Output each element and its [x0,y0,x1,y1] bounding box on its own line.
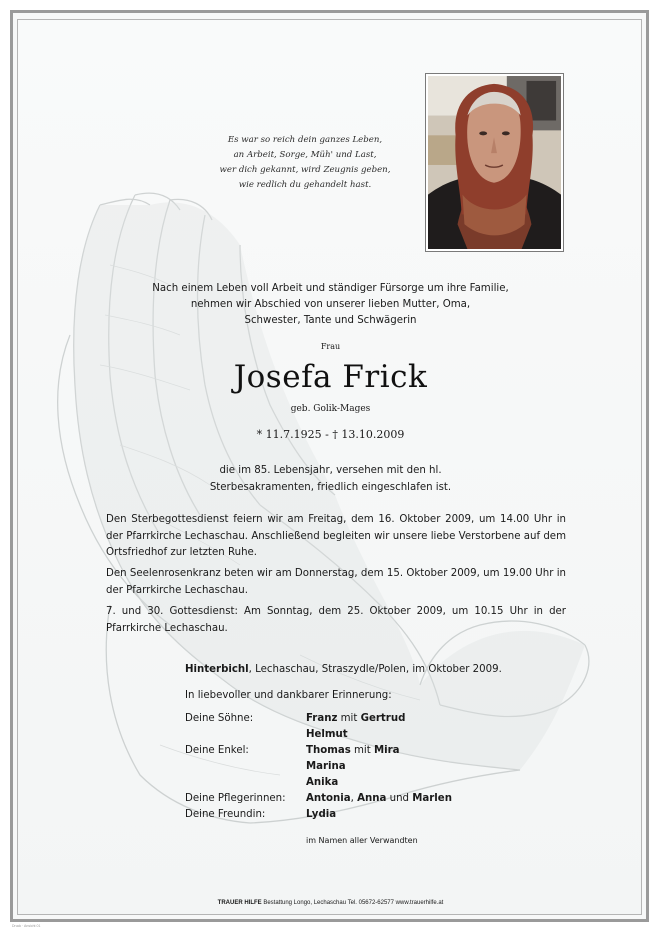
place-name: Hinterbichl [185,664,249,675]
footer-line [0,900,661,906]
age-line: Sterbesakramenten, friedlich eingeschlafen ist. [209,482,452,493]
footer-contact: Bestattung Longo, Lechaschau Tel. 05672-62577 www.trauerhilfe.at [261,900,444,906]
son-name: Franz [306,713,338,724]
friend-value [306,809,336,820]
funeral-service-paragraph: Den Sterbegottesdienst feiern wir am Freitag, dem 16. Oktober 2009, um 14.00 Uhr in der Pfarrkirche Lechaschau. Anschließend begleiten wir unsere liebe Verstorbene auf dem Ortsfriedhof zur letzten Ruhe. [106,514,566,558]
relatives-line: im Namen aller Verwandten [306,836,418,845]
grandchildren-value [306,745,400,756]
quote-line: Es war so reich dein ganzes Leben, [227,135,383,145]
spouse-name: Gertrud [360,713,406,724]
partner-name: Mira [374,745,400,756]
friend-label: Deine Freundin: [185,809,266,820]
place-rest: , Lechaschau, Straszydle/Polen, im Oktober 2009. [248,664,502,675]
salutation: Frau [320,342,341,351]
age-text [100,462,561,496]
connector: und [386,793,413,804]
grandchildren-value [306,761,346,772]
carers-value [306,793,452,804]
grandchild-name: Marina [306,761,346,772]
sons-value [306,713,405,724]
life-dates: * 11.7.1925 - † 13.10.2009 [256,428,405,441]
intro-text [100,281,561,329]
connector: mit [337,713,361,724]
rosary-paragraph: Den Seelenrosenkranz beten wir am Donnerstag, dem 15. Oktober 2009, um 19.00 Uhr in der Pfarrkirche Lechaschau. [106,568,566,596]
birth-name: geb. Golik-Mages [290,404,371,414]
portrait-photo [425,73,564,252]
age-line: die im 85. Lebensjahr, versehen mit den hl. [219,465,442,476]
deceased-name: Josefa Frick [233,359,428,395]
intro-line: nehmen wir Abschied von unserer lieben Mutter, Oma, [190,299,471,310]
connector: , [350,793,358,804]
carers-label: Deine Pflegerinnen: [185,793,286,804]
quote-line: an Arbeit, Sorge, Müh' und Last, [233,150,377,160]
place-date-line [185,664,502,675]
footer-brand: TRAUER HILFE [217,900,262,906]
grandchildren-label: Deine Enkel: [185,745,249,756]
carer-name: Marlen [412,793,452,804]
grandchild-name: Anika [306,777,339,788]
grandchild-name: Thomas [306,745,351,756]
sons-label: Deine Söhne: [185,713,254,724]
quote-line: wie redlich du gehandelt hast. [238,180,372,190]
memorial-mass-paragraph: 7. und 30. Gottesdienst: Am Sonntag, dem 25. Oktober 2009, um 10.15 Uhr in der Pfarrkirche Lechaschau. [106,606,566,634]
memorial-quote [190,133,420,193]
corner-mark: Druck · Ansicht 01 [12,924,41,928]
carer-name: Anna [357,793,387,804]
quote-line: wer dich gekannt, wird Zeugnis geben, [219,165,391,175]
intro-line: Schwester, Tante und Schwägerin [244,315,417,326]
son-name: Helmut [306,729,348,740]
remembrance-line: In liebevoller und dankbarer Erinnerung: [185,690,392,701]
friend-name: Lydia [306,809,337,820]
intro-line: Nach einem Leben voll Arbeit und ständiger Fürsorge um ihre Familie, [152,283,509,294]
connector: mit [350,745,374,756]
carer-name: Antonia [306,793,351,804]
grandchildren-value [306,777,338,788]
sons-value [306,729,348,740]
